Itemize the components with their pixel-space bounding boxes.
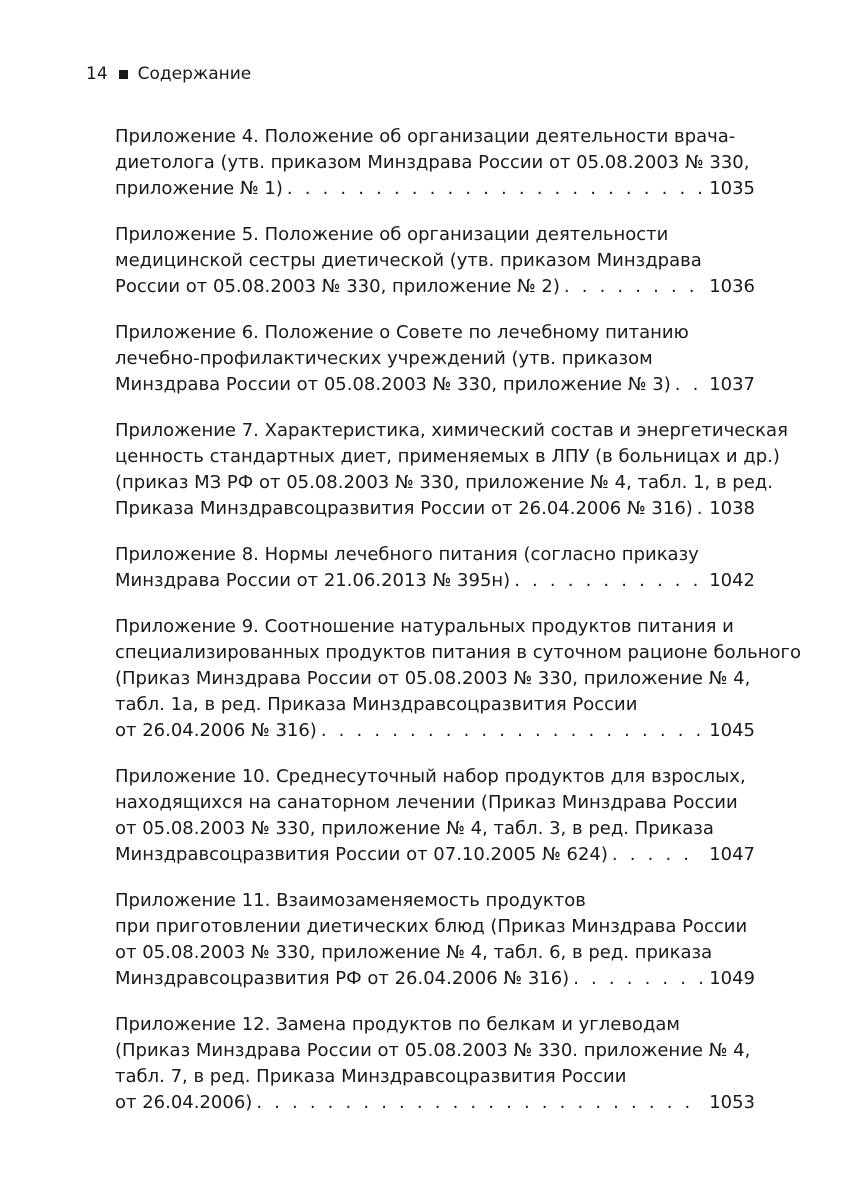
dot-leader	[287, 176, 703, 202]
toc-entry	[115, 614, 801, 744]
toc-entry-line: лечебно-профилактических учреждений (утв. приказом	[115, 348, 653, 369]
toc-entry-line: Приложение 4. Положение об организации деятельности врача-	[115, 126, 736, 147]
toc-page-number: 1045	[709, 720, 755, 741]
toc-entry-line: Приказа Минздравсоцразвития России от 26.04.2006 № 316)	[115, 498, 693, 519]
toc-entry	[115, 222, 755, 300]
toc-page-number: 1038	[709, 498, 755, 519]
toc-entry-last-line	[115, 176, 755, 202]
toc-entry-last-line	[115, 966, 755, 992]
toc-entry-line: Приложение 9. Соотношение натуральных продуктов питания и	[115, 616, 734, 637]
section-title: Содержание	[137, 64, 252, 84]
toc-entry-last-line	[115, 842, 755, 868]
toc-entry-line: России от 05.08.2003 № 330, приложение № 2)	[115, 276, 560, 297]
toc-entry-line: Минздравсоцразвития России от 07.10.2005 № 624)	[115, 844, 608, 865]
toc-entry-last-line	[115, 372, 755, 398]
toc-entry-line: Приложение 6. Положение о Совете по лечебному питанию	[115, 322, 689, 343]
toc-entry-line: диетолога (утв. приказом Минздрава России от 05.08.2003 № 330,	[115, 152, 750, 173]
toc-entry-line: (Приказ Минздрава России от 05.08.2003 № 330, приложение № 4,	[115, 668, 751, 689]
toc-entry-line: специализированных продуктов питания в суточном рационе больного	[115, 642, 801, 663]
toc-page-number: 1049	[709, 968, 755, 989]
toc-page-number: 1053	[709, 1092, 755, 1113]
toc-entry-line: Приложение 12. Замена продуктов по белкам и углеводам	[115, 1014, 680, 1035]
toc-entry-line: медицинской сестры диетической (утв. приказом Минздрава	[115, 250, 702, 271]
toc-entry-line: табл. 1а, в ред. Приказа Минздравсоцразвития России	[115, 694, 638, 715]
toc-entry	[115, 888, 755, 992]
toc-entry-line: приложение № 1)	[115, 178, 283, 199]
toc-page-number: 1036	[709, 276, 755, 297]
dot-leader	[514, 568, 703, 594]
toc-entry-line: Приложение 11. Взаимозаменяемость продуктов	[115, 890, 586, 911]
toc-entry-line: (Приказ Минздрава России от 05.08.2003 № 330. приложение № 4,	[115, 1040, 751, 1061]
toc-entry	[115, 320, 755, 398]
dot-leader	[256, 1090, 703, 1116]
toc-entry-last-line	[115, 718, 755, 744]
toc-page-number: 1042	[709, 570, 755, 591]
toc-entry	[115, 418, 788, 522]
dot-leader	[321, 718, 703, 744]
toc-entry-line: Приложение 5. Положение об организации деятельности	[115, 224, 669, 245]
dot-leader	[697, 496, 703, 522]
toc-entry-line: Минздравсоцразвития РФ от 26.04.2006 № 316)	[115, 968, 570, 989]
toc-page-number: 1035	[709, 178, 755, 199]
toc-entry-line: от 26.04.2006 № 316)	[115, 720, 317, 741]
toc-entry-line: Минздрава России от 21.06.2013 № 395н)	[115, 570, 511, 591]
toc-entry-line: Приложение 10. Среднесуточный набор продуктов для взрослых,	[115, 766, 746, 787]
toc-entry-line: Минздрава России от 05.08.2003 № 330, приложение № 3)	[115, 374, 671, 395]
toc-entry-line: находящихся на санаторном лечении (Приказ Минздрава России	[115, 792, 738, 813]
square-bullet-icon	[119, 70, 128, 79]
toc-entry-line: от 26.04.2006)	[115, 1092, 253, 1113]
running-head	[86, 63, 251, 85]
dot-leader	[573, 966, 703, 992]
toc-entry	[115, 124, 755, 202]
toc-entry-line: от 05.08.2003 № 330, приложение № 4, табл. 3, в ред. Приказа	[115, 818, 714, 839]
toc-entry-line: Приложение 7. Характеристика, химический состав и энергетическая	[115, 420, 788, 441]
toc-entry	[115, 764, 755, 868]
dot-leader	[675, 372, 703, 398]
toc-entry-line: табл. 7, в ред. Приказа Минздравсоцразвития России	[115, 1066, 627, 1087]
toc-entry-last-line	[115, 568, 755, 594]
toc-entry-last-line	[115, 1090, 755, 1116]
dot-leader	[612, 842, 703, 868]
toc-page-number: 1037	[709, 374, 755, 395]
toc-entry-line: ценность стандартных диет, применяемых в ЛПУ (в больницах и др.)	[115, 446, 780, 467]
toc-entry	[115, 1012, 755, 1116]
toc-entry-last-line	[115, 496, 755, 522]
toc-entry-line: (приказ МЗ РФ от 05.08.2003 № 330, приложение № 4, табл. 1, в ред.	[115, 472, 773, 493]
toc-entry-line: Приложение 8. Нормы лечебного питания (согласно приказу	[115, 544, 699, 565]
toc-entry-line: от 05.08.2003 № 330, приложение № 4, табл. 6, в ред. приказа	[115, 942, 713, 963]
toc-entry	[115, 542, 755, 594]
toc-entry-last-line	[115, 274, 755, 300]
toc-entry-line: при приготовлении диетических блюд (Приказ Минздрава России	[115, 916, 748, 937]
table-of-contents	[115, 124, 801, 1136]
page-number: 14	[86, 64, 108, 84]
dot-leader	[564, 274, 703, 300]
toc-page-number: 1047	[709, 844, 755, 865]
